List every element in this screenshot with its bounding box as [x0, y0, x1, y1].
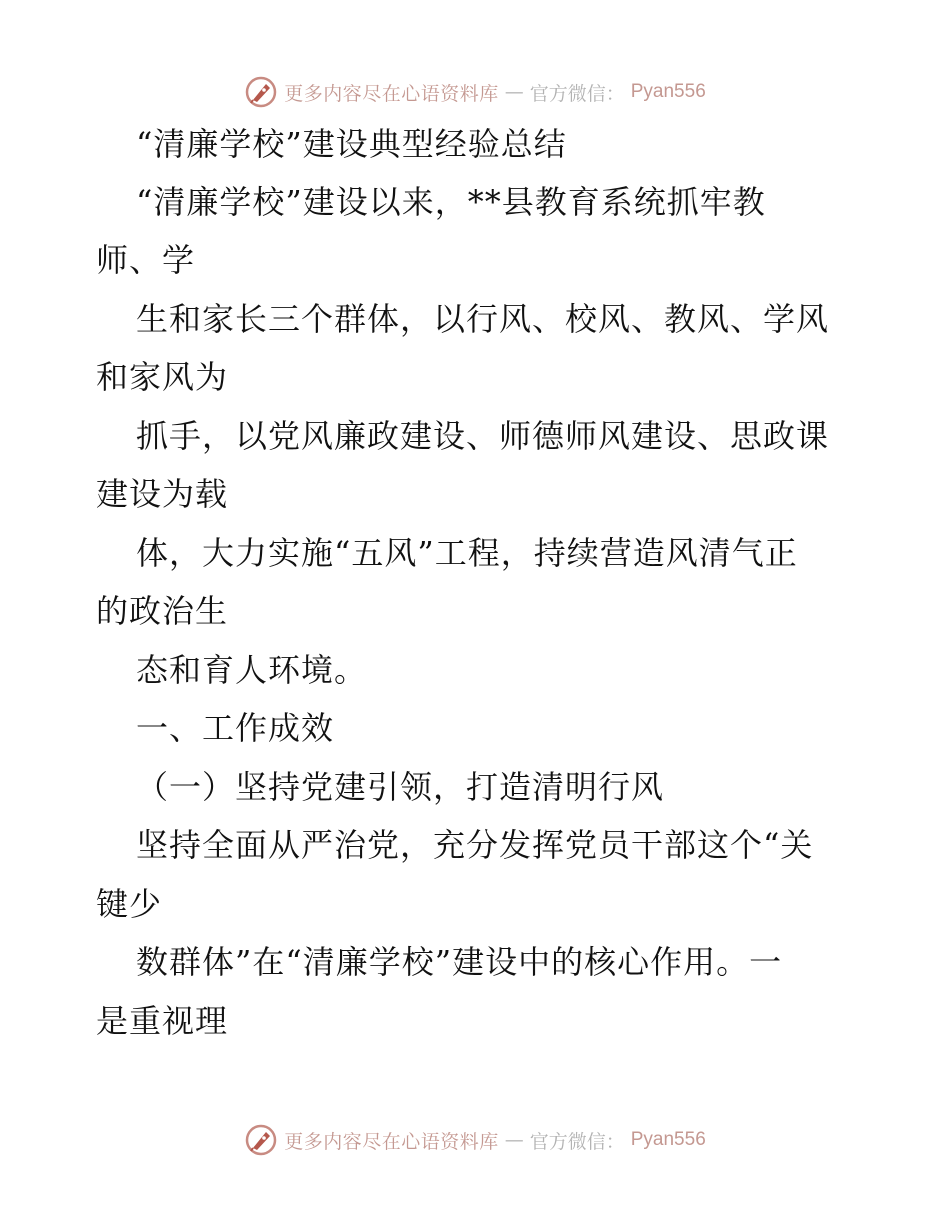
watermark-wechat-id: Pyan556 — [630, 1129, 706, 1150]
watermark-official-label: 官方微信： — [529, 82, 625, 105]
document-title: “清廉学校”建设典型经验总结 — [136, 125, 567, 163]
watermark-separator: — — [504, 1129, 524, 1151]
paragraph-line: 键少 — [96, 885, 163, 923]
watermark-header — [0, 72, 950, 112]
paragraph-line: 师、学 — [96, 241, 196, 279]
paragraph-line: “清廉学校”建设以来，**县教育系统抓牢教 — [136, 183, 766, 221]
watermark-brand: 更多内容尽在心语资料库 — [284, 82, 499, 105]
paragraph-line: 是重视理 — [96, 1002, 229, 1040]
pen-nib-circle-icon — [244, 1123, 278, 1157]
paragraph-line: 和家风为 — [96, 358, 229, 396]
paragraph-line: 的政治生 — [96, 592, 229, 630]
watermark-official-label: 官方微信： — [529, 1130, 625, 1153]
section-heading: 一、工作成效 — [136, 709, 335, 747]
watermark-separator: — — [504, 81, 524, 103]
paragraph-line: 抓手，以党风廉政建设、师德师风建设、思政课 — [136, 417, 830, 455]
paragraph-line: 建设为载 — [96, 475, 229, 513]
subsection-heading: （一）坚持党建引领，打造清明行风 — [136, 768, 665, 806]
paragraph-line: 态和育人环境。 — [136, 651, 368, 689]
pen-nib-circle-icon — [244, 75, 278, 109]
paragraph-line: 体，大力实施“五风”工程，持续营造风清气正 — [136, 534, 798, 572]
paragraph-line: 数群体”在“清廉学校”建设中的核心作用。一 — [136, 943, 783, 981]
paragraph-line: 生和家长三个群体，以行风、校风、教风、学风 — [136, 300, 830, 338]
watermark-brand: 更多内容尽在心语资料库 — [284, 1130, 499, 1153]
watermark-footer — [0, 1120, 950, 1160]
paragraph-line: 坚持全面从严治党，充分发挥党员干部这个“关 — [136, 826, 814, 864]
watermark-wechat-id: Pyan556 — [630, 81, 706, 102]
